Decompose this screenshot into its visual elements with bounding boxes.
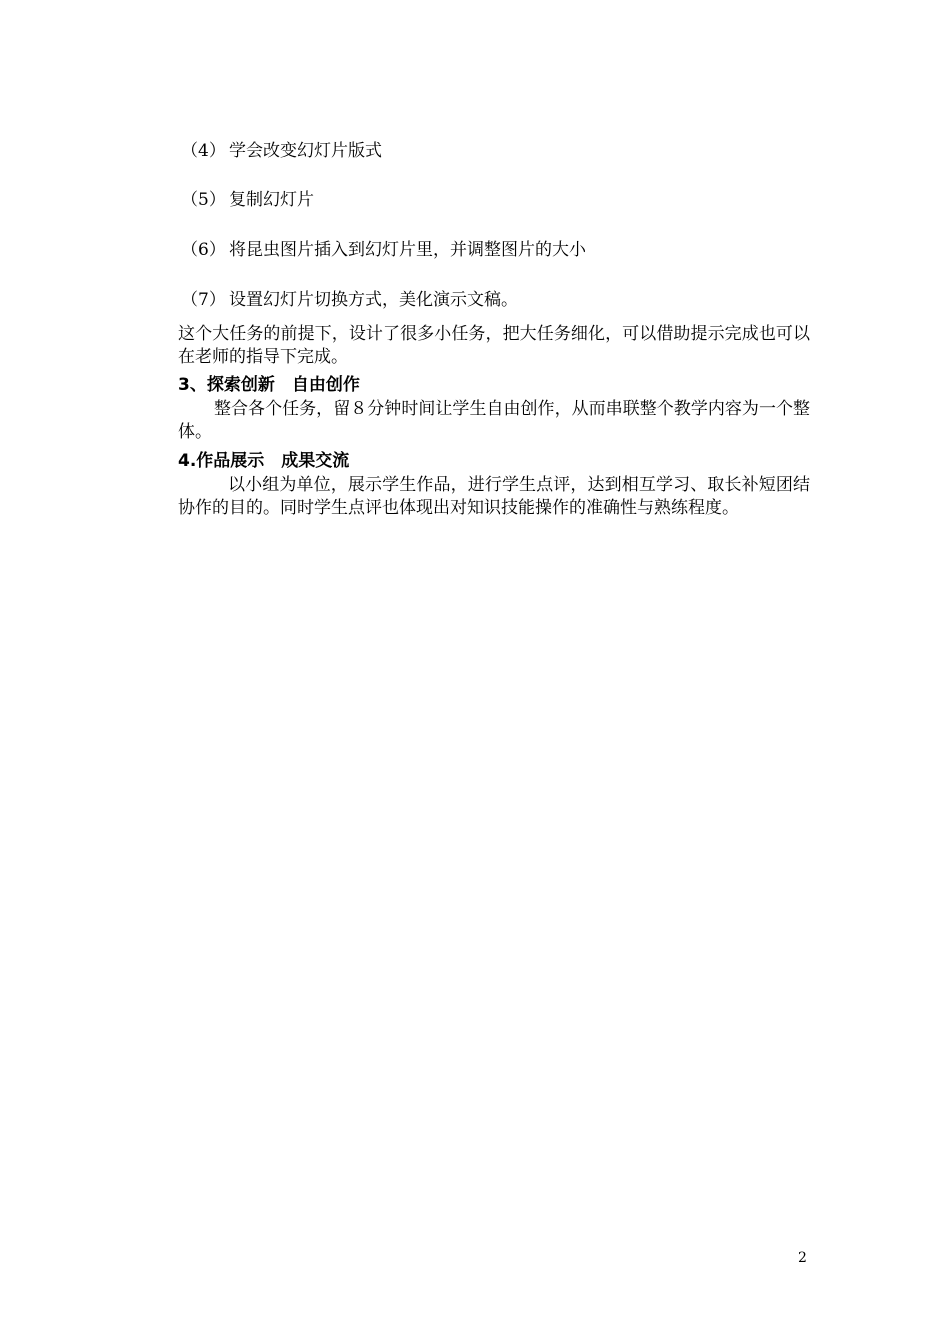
list-item-text: 设置幻灯片切换方式，美化演示文稿。 bbox=[229, 290, 518, 310]
list-item-step-7 bbox=[181, 289, 518, 311]
section-3-paragraph: 整合各个任务，留８分钟时间让学生自由创作，从而串联整个教学内容为一个整体。 bbox=[178, 399, 810, 442]
list-item-step-6 bbox=[181, 239, 586, 261]
list-item-text: 将昆虫图片插入到幻灯片里，并调整图片的大小 bbox=[229, 240, 586, 260]
list-item-text: 学会改变幻灯片版式 bbox=[229, 141, 382, 161]
section-4-paragraph: 以小组为单位，展示学生作品，进行学生点评，达到相互学习、取长补短团结协作的目的。同时学生点评也体现出对知识技能操作的准确性与熟练程度。 bbox=[178, 475, 810, 518]
list-item-number: （4） bbox=[181, 141, 226, 161]
list-item-number: （7） bbox=[181, 290, 226, 310]
list-item-step-4 bbox=[181, 140, 382, 162]
list-item-text: 复制幻灯片 bbox=[229, 190, 314, 210]
list-item-step-5 bbox=[181, 189, 314, 211]
section-4-heading: 4.作品展示 成果交流 bbox=[178, 451, 350, 471]
summary-paragraph: 这个大任务的前提下，设计了很多小任务，把大任务细化，可以借助提示完成也可以在老师的指导下完成。 bbox=[178, 324, 810, 367]
page-number: 2 bbox=[798, 1250, 807, 1266]
list-item-number: （6） bbox=[181, 240, 226, 260]
list-item-number: （5） bbox=[181, 190, 226, 210]
section-3-heading: 3、探索创新 自由创作 bbox=[178, 375, 360, 395]
